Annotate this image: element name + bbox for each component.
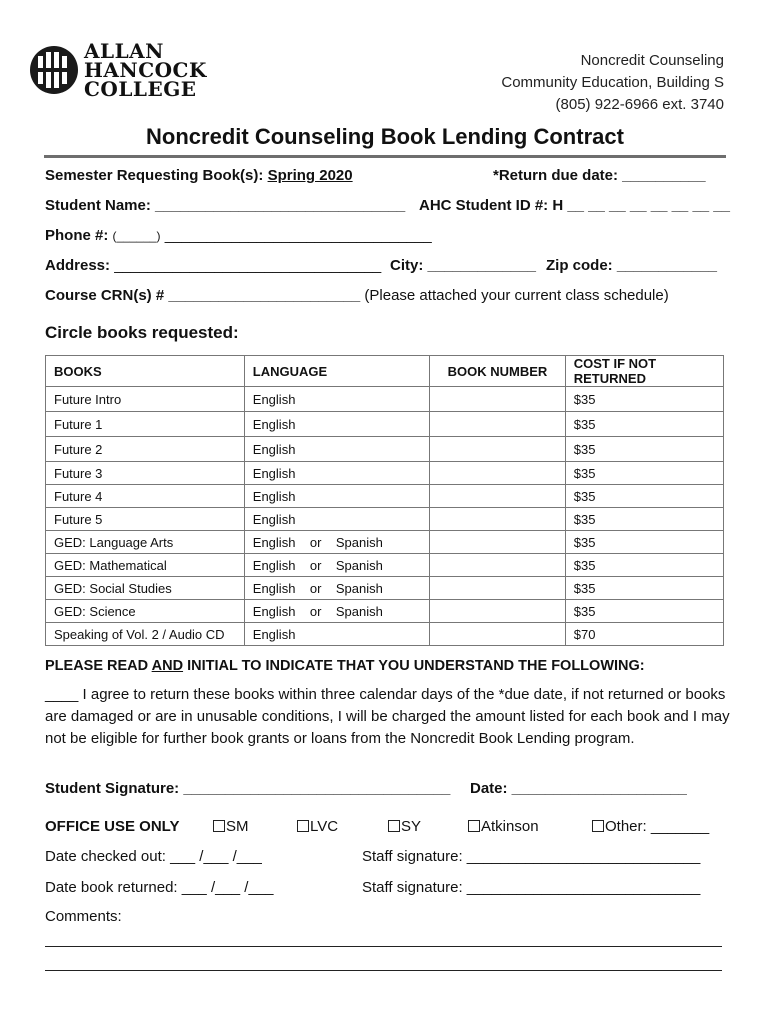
table-row[interactable] — [46, 387, 724, 412]
staff-signature-1-field[interactable]: Staff signature: ____________________________ — [362, 848, 701, 865]
language-cell: English — [244, 462, 429, 485]
address-line[interactable]: ________________________________ — [114, 257, 382, 274]
table-row[interactable] — [46, 623, 724, 646]
language-cell: English — [244, 485, 429, 508]
book-number-cell[interactable] — [430, 412, 566, 437]
semester-label: Semester Requesting Book(s): — [45, 167, 264, 184]
signature-date-field[interactable]: Date: _____________________ — [470, 780, 687, 797]
checkbox-icon[interactable] — [468, 820, 480, 832]
college-seal-icon — [28, 44, 80, 96]
table-row[interactable] — [46, 462, 724, 485]
language-cell: English — [244, 508, 429, 531]
books-heading: Circle books requested: — [45, 323, 239, 342]
zip-field[interactable]: Zip code: ____________ — [546, 257, 717, 274]
checkbox-icon[interactable] — [213, 820, 225, 832]
language-cell: English — [244, 387, 429, 412]
cost-cell: $35 — [565, 485, 723, 508]
office-use-label: OFFICE USE ONLY — [45, 818, 180, 835]
book-number-cell[interactable] — [430, 554, 566, 577]
date-checked-out-field[interactable]: Date checked out: ___ /___ /___ — [45, 848, 262, 865]
language-cell: English — [244, 437, 429, 462]
college-wordmark: ALLAN HANCOCK COLLEGE — [84, 39, 207, 101]
student-signature-field[interactable]: Student Signature: ________________________________ — [45, 780, 451, 797]
checkbox-other[interactable]: Other: _______ — [592, 818, 709, 835]
checkbox-atkinson[interactable]: Atkinson — [468, 818, 539, 835]
language-cell: English or Spanish — [244, 600, 429, 623]
semester-field[interactable] — [45, 167, 353, 185]
book-number-cell[interactable] — [430, 531, 566, 554]
student-id-field[interactable]: AHC Student ID #: H __ __ __ __ __ __ __ __ — [419, 197, 730, 214]
book-title-cell: GED: Science — [46, 600, 245, 623]
date-returned-field[interactable]: Date book returned: ___ /___ /___ — [45, 879, 274, 896]
book-title-cell: GED: Mathematical — [46, 554, 245, 577]
header-cost: COST IF NOT RETURNED — [565, 356, 723, 387]
book-number-cell[interactable] — [430, 577, 566, 600]
title-divider — [44, 155, 726, 158]
book-number-cell[interactable] — [430, 485, 566, 508]
table-row[interactable] — [46, 485, 724, 508]
header-language: LANGUAGE — [244, 356, 429, 387]
book-title-cell: Future 4 — [46, 485, 245, 508]
city-field[interactable]: City: _____________ — [390, 257, 536, 274]
cost-cell: $70 — [565, 623, 723, 646]
checkbox-lvc[interactable]: LVC — [297, 818, 338, 835]
table-row[interactable] — [46, 554, 724, 577]
return-due-date-field[interactable]: *Return due date: __________ — [493, 167, 706, 184]
book-title-cell: Future 1 — [46, 412, 245, 437]
cost-cell: $35 — [565, 412, 723, 437]
book-number-cell[interactable] — [430, 387, 566, 412]
book-number-cell[interactable] — [430, 462, 566, 485]
contact-phone: (805) 922-6966 ext. 3740 — [555, 96, 724, 113]
table-header-row — [46, 356, 724, 387]
checkbox-icon[interactable] — [297, 820, 309, 832]
cost-cell: $35 — [565, 508, 723, 531]
book-number-cell[interactable] — [430, 623, 566, 646]
cost-cell: $35 — [565, 554, 723, 577]
table-row[interactable] — [46, 600, 724, 623]
address-label: Address: — [45, 257, 111, 274]
contact-department: Noncredit Counseling — [580, 52, 724, 69]
checkbox-icon[interactable] — [388, 820, 400, 832]
student-name-field[interactable]: Student Name: ______________________________ — [45, 197, 406, 214]
table-row[interactable] — [46, 437, 724, 462]
cost-cell: $35 — [565, 462, 723, 485]
table-row[interactable] — [46, 412, 724, 437]
checkbox-icon[interactable] — [592, 820, 604, 832]
language-cell: English or Spanish — [244, 554, 429, 577]
phone-label: Phone #: — [45, 227, 109, 244]
contact-building: Community Education, Building S — [501, 74, 724, 91]
table-row[interactable] — [46, 508, 724, 531]
phone-area-code[interactable]: (______) — [112, 229, 161, 243]
book-title-cell: Future 2 — [46, 437, 245, 462]
book-title-cell: Future 5 — [46, 508, 245, 531]
book-number-cell[interactable] — [430, 508, 566, 531]
cost-cell: $35 — [565, 387, 723, 412]
course-crn-label[interactable]: Course CRN(s) # _______________________ — [45, 287, 361, 304]
comments-line-2[interactable] — [45, 970, 722, 971]
cost-cell: $35 — [565, 600, 723, 623]
header-book-number: BOOK NUMBER — [430, 356, 566, 387]
cost-cell: $35 — [565, 531, 723, 554]
course-note: (Please attached your current class schedule) — [364, 287, 669, 304]
address-field[interactable] — [45, 257, 381, 275]
book-title-cell: Future Intro — [46, 387, 245, 412]
header-books: BOOKS — [46, 356, 245, 387]
book-title-cell: Speaking of Vol. 2 / Audio CD — [46, 623, 245, 646]
comments-label: Comments: — [45, 908, 122, 925]
phone-field[interactable] — [45, 227, 432, 245]
checkbox-sy[interactable]: SY — [388, 818, 421, 835]
contact-block — [501, 50, 724, 116]
comments-line-1[interactable] — [45, 946, 722, 947]
language-cell: English or Spanish — [244, 531, 429, 554]
language-cell: English — [244, 412, 429, 437]
cost-cell: $35 — [565, 577, 723, 600]
agreement-text[interactable]: ____ I agree to return these books within three calendar days of the *due date, if not returned or books are damaged or are in unusable conditions, I will be charged the amount listed for each book and I may not be eligible for further book grants or loans from the Noncredit Book Lending program. — [45, 686, 730, 747]
table-row[interactable] — [46, 577, 724, 600]
phone-number-line[interactable]: ________________________________ — [164, 227, 432, 244]
book-title-cell: GED: Social Studies — [46, 577, 245, 600]
semester-value[interactable]: Spring 2020 — [267, 167, 353, 184]
books-table — [45, 355, 724, 646]
agreement-heading: PLEASE READ AND INITIAL TO INDICATE THAT YOU UNDERSTAND THE FOLLOWING: — [45, 658, 645, 674]
book-number-cell[interactable] — [430, 437, 566, 462]
language-cell: English or Spanish — [244, 577, 429, 600]
cost-cell: $35 — [565, 437, 723, 462]
book-number-cell[interactable] — [430, 600, 566, 623]
book-title-cell: GED: Language Arts — [46, 531, 245, 554]
language-cell: English — [244, 623, 429, 646]
staff-signature-2-field[interactable]: Staff signature: ____________________________ — [362, 879, 701, 896]
course-crn-field[interactable] — [45, 287, 669, 305]
table-row[interactable] — [46, 531, 724, 554]
book-title-cell: Future 3 — [46, 462, 245, 485]
college-logo — [28, 39, 218, 104]
page-title: Noncredit Counseling Book Lending Contract — [146, 124, 624, 149]
checkbox-sm[interactable]: SM — [213, 818, 249, 835]
